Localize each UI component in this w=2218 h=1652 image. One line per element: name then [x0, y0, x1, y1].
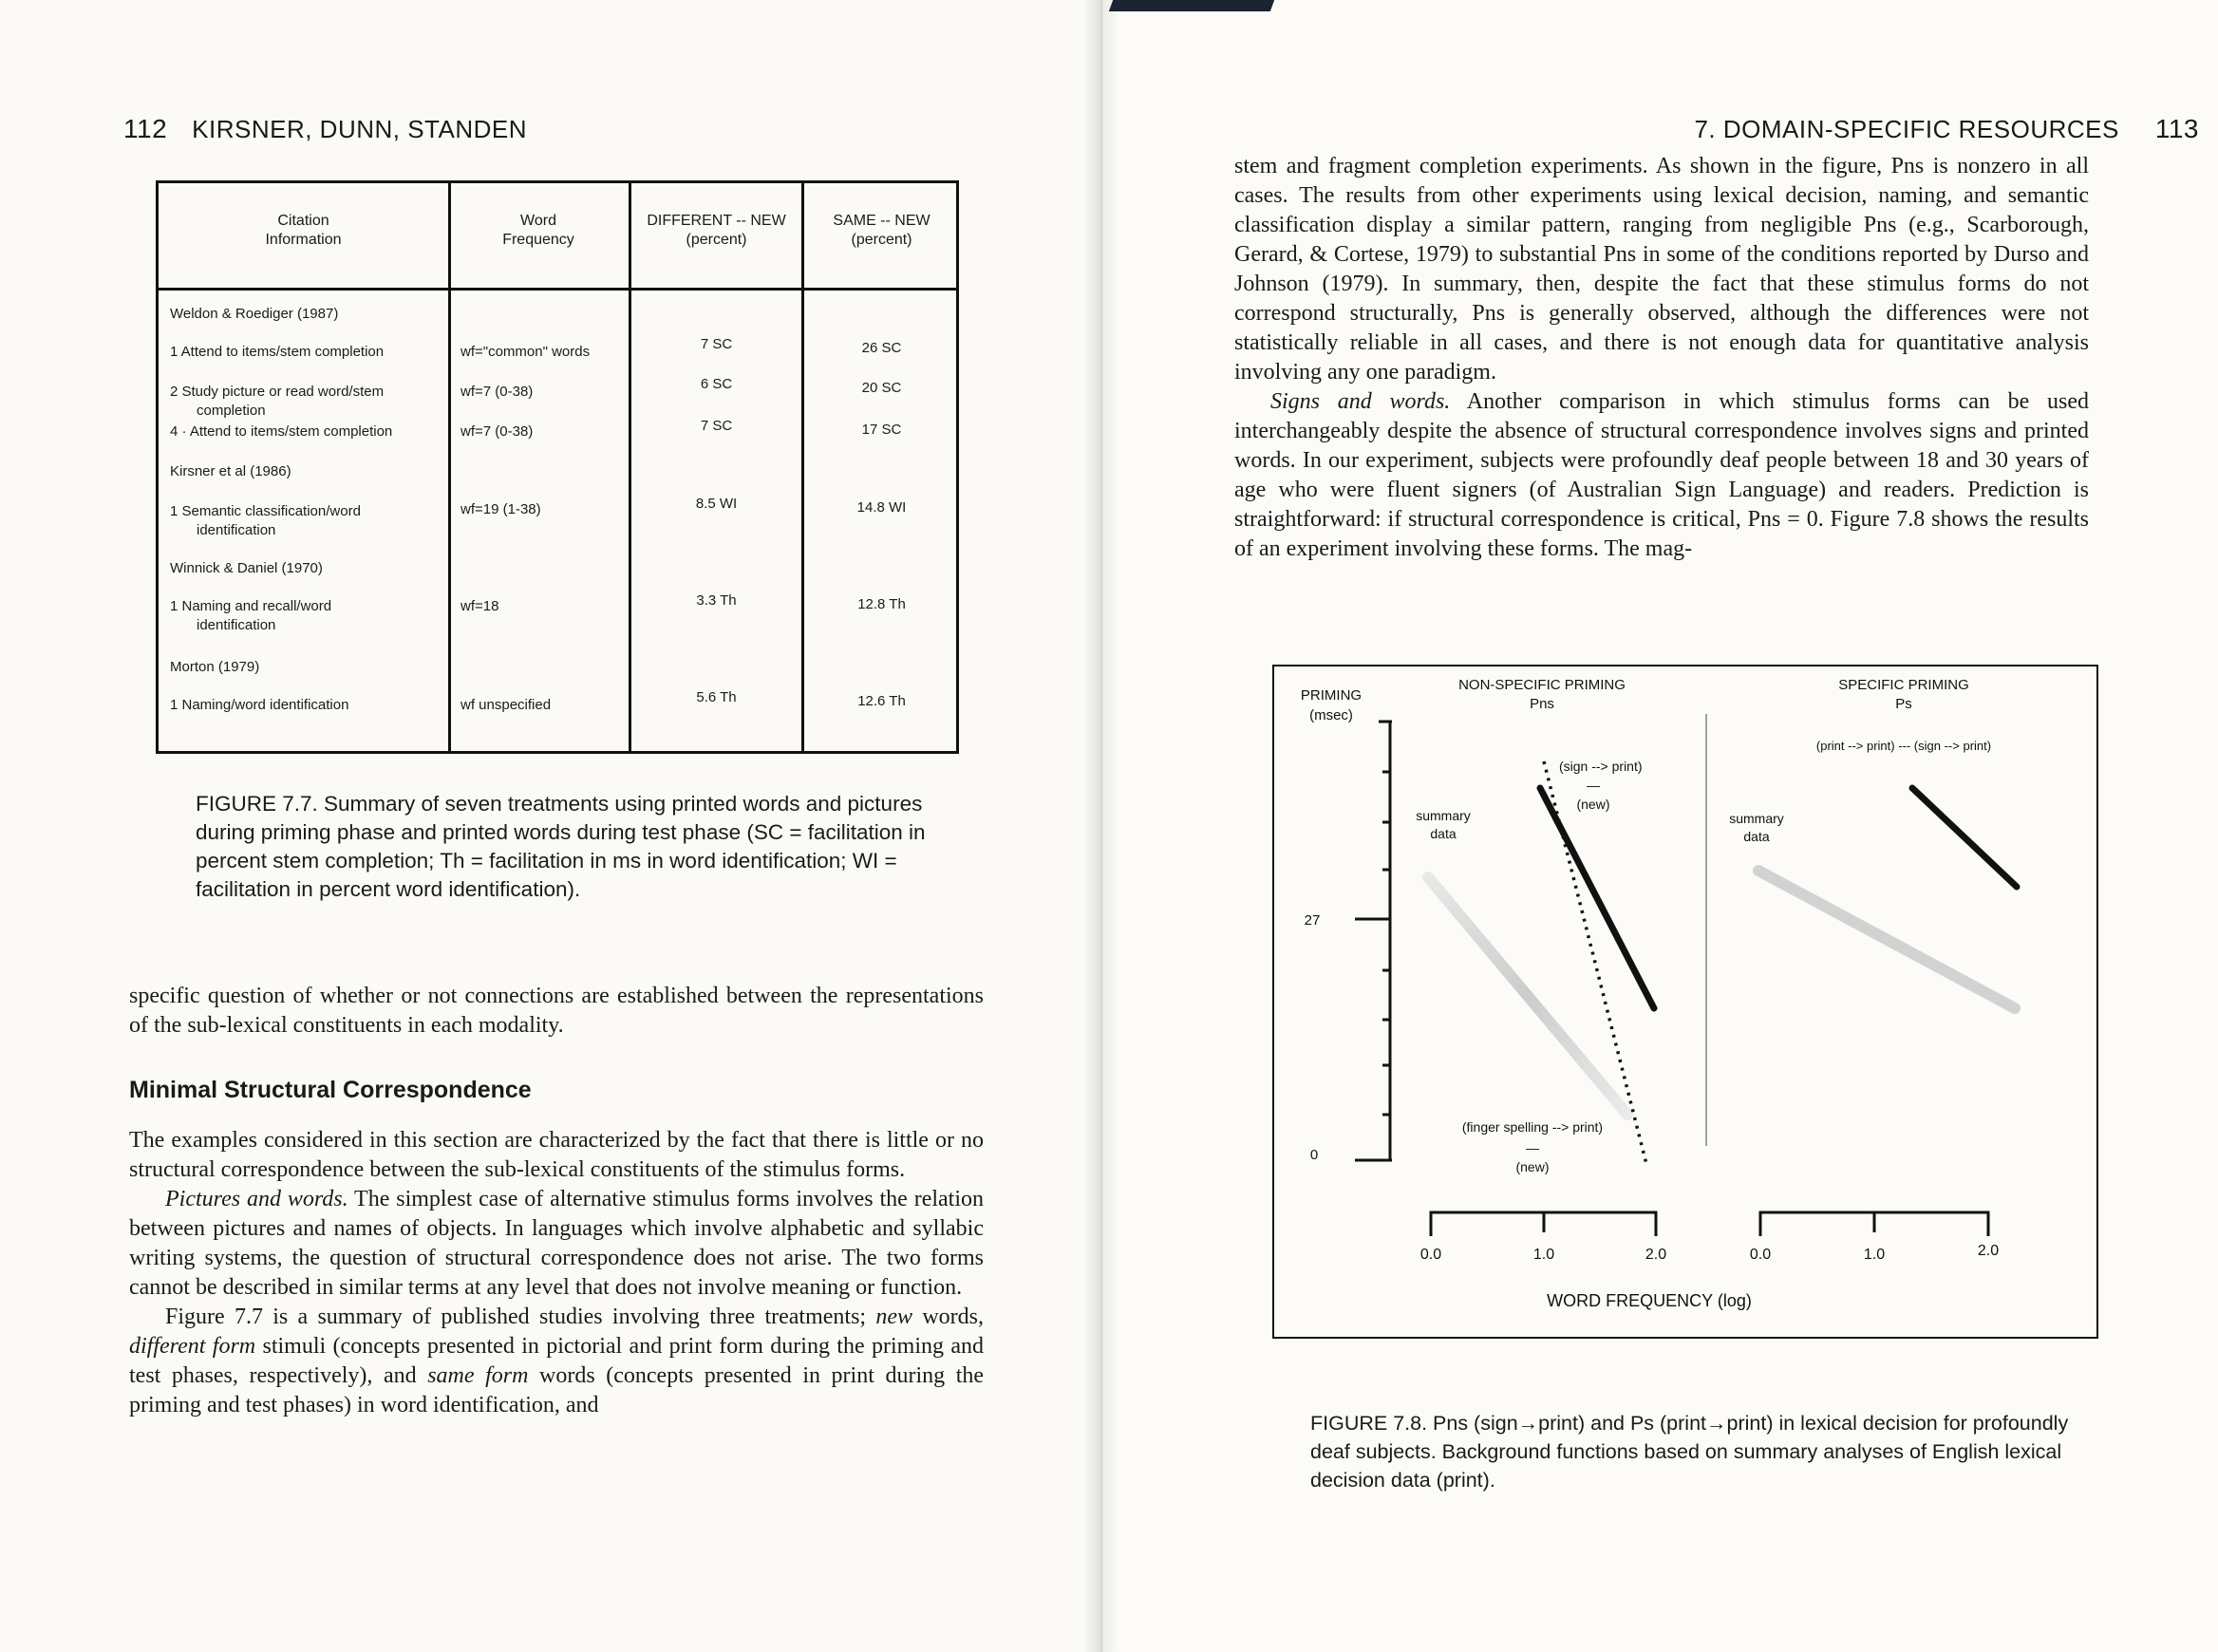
table-different: 3.3 Th — [696, 592, 737, 609]
table-same: 17 SC — [861, 422, 902, 438]
running-head-chapter: 7. DOMAIN-SPECIFIC RESOURCES — [1694, 115, 2119, 143]
table-different: 7 SC — [700, 418, 733, 434]
running-head-right — [1694, 114, 2199, 144]
x-tick-label: 1.0 — [1863, 1247, 1886, 1263]
label-sign-print: (sign --> print) — [1559, 759, 1643, 774]
left-panel-subtitle: Pns — [1530, 696, 1554, 712]
figure-7-8 — [1272, 665, 2098, 1339]
table-treatment: 4 · Attend to items/stem completion — [170, 423, 393, 440]
paragraph: Figure 7.7 is a summary of published studies involving three treatments; new words, different form stimuli (concepts presented in pictorial and print form during the priming and test phases, respectively), and same form words (concepts presented in print during the priming and test phases) in word identification, and — [129, 1305, 985, 1417]
right-panel-title: SPECIFIC PRIMING — [1838, 677, 1969, 693]
table-header-citation: Citation Information — [265, 213, 342, 248]
series-summary-data-right — [1758, 871, 2015, 1008]
table-frequency: wf=19 (1-38) — [461, 501, 541, 517]
label-summary: summary — [1729, 811, 1784, 826]
paragraph: specific question of whether or not connections are established between the representations of the sub-lexical constituents in each modality. — [129, 984, 984, 1038]
table-citation: Morton (1979) — [170, 659, 260, 675]
table-treatment: 1 Naming/word identification — [170, 697, 349, 713]
figure-7-8-plot — [1274, 666, 2100, 1341]
table-frequency: wf unspecified — [461, 697, 552, 713]
table-treatment: 1 Attend to items/stem completion — [170, 344, 385, 360]
table-same: 14.8 WI — [856, 499, 907, 516]
figure-7-7-caption: FIGURE 7.7. Summary of seven treatments using printed words and pictures during priming phase and printed words during test phase (SC = facilitation in percent stem completion; Th = facilitation in ms in word identification; WI = facilitation in percent word identification). — [196, 792, 926, 901]
paragraph: Signs and words. Another comparison in which stimulus forms can be used interchangeably despite the absence of structural correspondence involves signs and printed words. In our experiment, subjects were profoundly deaf people between 18 and 30 years of age who were fluent signers (of Australian Sign Language) and readers. Prediction is straightforward: if structural correspondence is critical, Pns = 0. Figure 7.8 shows the results of an experiment involving these forms. The mag- — [1234, 389, 2089, 561]
page-number-right: 113 — [2154, 114, 2199, 143]
table-frequency: wf=18 — [461, 598, 499, 614]
x-tick-label: 0.0 — [1749, 1247, 1772, 1263]
left-page — [0, 0, 1101, 1652]
x-tick-label: 2.0 — [1645, 1247, 1667, 1263]
body-text-left — [129, 1126, 984, 1420]
label-new: (new) — [1515, 1159, 1550, 1174]
table-different: 6 SC — [700, 376, 733, 392]
label-summary-data: data — [1430, 826, 1457, 841]
page-number-left: 112 — [123, 114, 168, 143]
paragraph: The examples considered in this section are characterized by the fact that there is little or no structural correspondence between the sub-lexical constituents of the stimulus forms. — [129, 1128, 984, 1182]
x-tick-label: 0.0 — [1419, 1247, 1442, 1263]
figure-7-7-table — [156, 180, 959, 754]
label-dash: — — [1526, 1140, 1539, 1155]
table-same: 12.6 Th — [857, 693, 906, 709]
table-header-frequency: Word Frequency — [502, 213, 574, 248]
label-summary: summary — [1416, 808, 1471, 823]
right-panel-condition-label: (print --> print) --- (sign --> print) — [1815, 739, 1992, 753]
table-different: 5.6 Th — [696, 689, 737, 705]
series-sign-print — [1540, 788, 1654, 1008]
right-page — [1101, 0, 2218, 1652]
table-header-different: DIFFERENT -- NEW (percent) — [647, 213, 786, 248]
paragraph: stem and fragment completion experiments. As shown in the figure, Pns is nonzero in all cases. The results from other experiments using lexical decision, naming, and semantic classification display a similar pattern, ranging from negligible Pns (e.g., Scarborough, Gerard, & Cortese, 1979) to substantial Pns in some of the conditions reported by Durso and Johnson (1979). In summary, then, despite the fact that these stimulus forms do not correspond structurally, Pns is generally observed, although the differences were not statistically reliable in all cases, and there is not enough data for quantitative analysis involving any one paradigm. — [1234, 154, 2089, 385]
table-different: 8.5 WI — [695, 496, 738, 512]
table-citation: Kirsner et al (1986) — [170, 463, 291, 479]
paragraph: Pictures and words. The simplest case of alternative stimulus forms involves the relation between pictures and names of objects. In languages which involve alphabetic and syllabic writing systems, the question of structural correspondence does not arise. The two forms cannot be described in similar terms at any level that does not involve meaning or function. — [129, 1187, 984, 1300]
table-same: 26 SC — [861, 340, 902, 356]
page-corner — [1109, 0, 1274, 11]
table-frequency: wf=7 (0-38) — [461, 423, 534, 440]
x-tick-label: 1.0 — [1532, 1247, 1555, 1263]
series-summary-data-left — [1428, 877, 1627, 1115]
table-same: 12.8 Th — [857, 596, 906, 612]
label-dash: — — [1587, 778, 1600, 793]
running-head-authors: KIRSNER, DUNN, STANDEN — [192, 115, 528, 143]
label-summary-data: data — [1743, 829, 1770, 844]
y-axis-title: PRIMING — [1300, 687, 1363, 704]
section-heading: Minimal Structural Correspondence — [129, 1077, 532, 1103]
series-print-print — [1912, 788, 2017, 887]
table-treatment: 2 Study picture or read word/stem completion — [170, 384, 385, 419]
x-tick-label: 2.0 — [1977, 1243, 2000, 1259]
table-treatment: 1 Naming and recall/word identification — [170, 598, 332, 633]
y-tick-label: 0 — [1309, 1147, 1319, 1163]
right-panel-subtitle: Ps — [1895, 696, 1912, 712]
y-axis-title-unit: (msec) — [1309, 707, 1353, 723]
left-panel-title: NON-SPECIFIC PRIMING — [1458, 677, 1626, 693]
figure-7-8-caption: FIGURE 7.8. Pns (sign→print) and Ps (print→print) in lexical decision for profoundly deaf subjects. Background functions based on summary analyses of English lexical decision data (print). — [1310, 1412, 2069, 1492]
running-head-left — [123, 114, 527, 144]
label-new: (new) — [1576, 797, 1610, 812]
table-different: 7 SC — [700, 336, 733, 352]
table-frequency: wf="common" words — [461, 344, 591, 360]
y-tick-label: 27 — [1304, 912, 1321, 929]
table-header-same: SAME -- NEW (percent) — [833, 213, 930, 248]
table-treatment: 1 Semantic classification/word identification — [170, 503, 361, 538]
book-gutter — [1082, 0, 1120, 1652]
x-axis-title: WORD FREQUENCY (log) — [1547, 1291, 1752, 1310]
table-citation: Winnick & Daniel (1970) — [170, 560, 323, 576]
body-text-right — [1234, 152, 2089, 564]
table-frequency: wf=7 (0-38) — [461, 384, 534, 400]
table-citation: Weldon & Roediger (1987) — [170, 306, 339, 322]
label-finger-spelling: (finger spelling --> print) — [1461, 1119, 1604, 1135]
table-same: 20 SC — [861, 380, 902, 396]
